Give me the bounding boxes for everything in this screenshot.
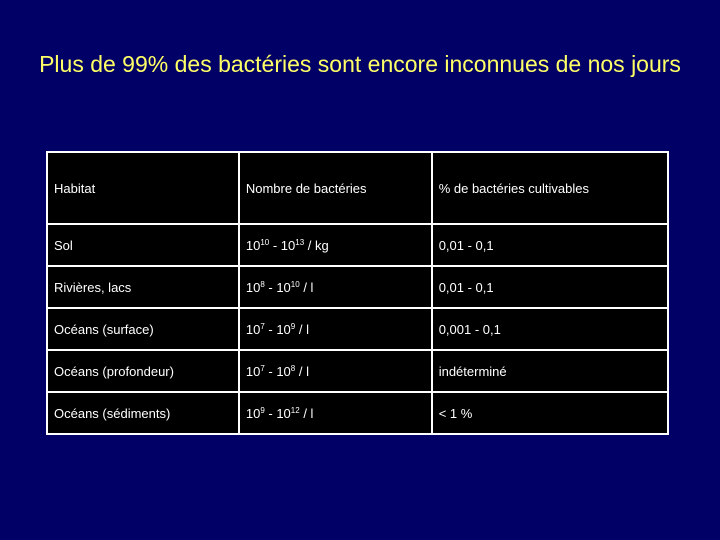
count-cell [239,308,432,350]
count-separator: - [264,363,277,379]
count-cell [239,266,432,308]
count-exponent-high: 9 [290,321,296,331]
count-unit: / l [295,363,309,379]
count-separator: - [264,279,277,295]
cultivable-cell: 0,01 - 0,1 [432,266,668,308]
count-unit: / l [299,405,314,421]
count-base-low: 10 [245,279,261,295]
count-separator: - [264,321,277,337]
table-row [47,350,668,392]
table-row [47,266,668,308]
cultivable-cell: 0,001 - 0,1 [432,308,668,350]
count-cell [239,392,432,434]
count-exponent-low: 8 [260,279,265,289]
habitat-cell: Rivières, lacs [47,266,239,308]
count-exponent-high: 8 [290,363,296,373]
count-separator: - [264,405,277,421]
count-exponent-low: 9 [260,405,265,415]
habitat-cell: Océans (surface) [47,308,239,350]
header-habitat: Habitat [47,152,239,224]
bacteria-table [46,151,669,435]
cultivable-cell: indéterminé [432,350,668,392]
count-base-high: 10 [276,405,291,421]
count-exponent-low: 10 [260,237,270,247]
count-unit: / l [299,279,314,295]
table-row [47,392,668,434]
header-cultivable-percent: % de bactéries cultivables [432,152,668,224]
table-row [47,224,668,266]
count-exponent-low: 7 [260,321,265,331]
slide-title: Plus de 99% des bactéries sont encore inconnues de nos jours [39,51,681,77]
habitat-cell: Océans (sédiments) [47,392,239,434]
count-base-low: 10 [245,237,261,253]
table-row [47,308,668,350]
count-exponent-high: 10 [290,279,300,289]
count-exponent-high: 12 [290,405,300,415]
habitat-cell: Sol [47,224,239,266]
count-cell [239,224,432,266]
count-separator: - [269,237,281,253]
count-cell [239,350,432,392]
count-base-high: 10 [280,237,296,253]
count-unit: / l [295,321,309,337]
count-base-low: 10 [245,405,261,421]
header-bacteria-count: Nombre de bactéries [239,152,432,224]
count-base-high: 10 [276,321,291,337]
count-base-low: 10 [245,321,261,337]
count-base-high: 10 [276,363,291,379]
cultivable-cell: 0,01 - 0,1 [432,224,668,266]
count-unit: / kg [304,237,329,253]
habitat-cell: Océans (profondeur) [47,350,239,392]
count-exponent-high: 13 [295,237,305,247]
cultivable-cell: < 1 % [432,392,668,434]
table-header-row [47,152,668,224]
count-exponent-low: 7 [260,363,265,373]
count-base-low: 10 [245,363,261,379]
count-base-high: 10 [276,279,291,295]
